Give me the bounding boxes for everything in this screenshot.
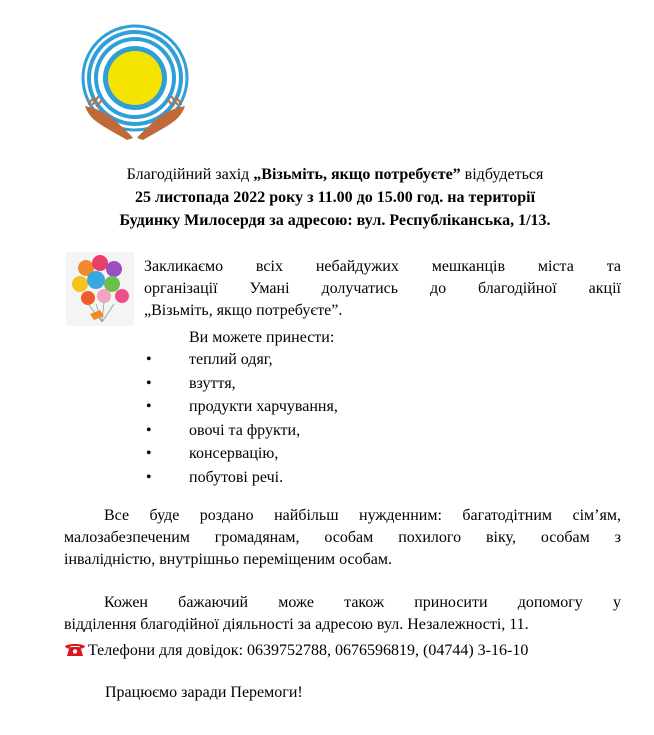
event-location: Будинку Милосердя за адресою: вул. Республіканська, 1/13. [119, 212, 551, 229]
invitation-paragraph [144, 256, 621, 322]
contact-phones [64, 640, 528, 662]
invitation-line: організації Умані долучатись до благодійної акції [144, 280, 621, 297]
bullet: • [146, 351, 152, 368]
headline-line-2 [40, 186, 630, 209]
distribution-line: Все буде роздано найбільш нужденним: багатодітним сім’ям, [104, 507, 621, 524]
list-item-text: побутові речі. [189, 468, 284, 486]
headline-line-1 [40, 163, 630, 186]
headline-prefix: Благодійний захід [126, 166, 254, 183]
help-line: Кожен бажаючий може також приносити допомогу у [104, 594, 621, 611]
bullet: • [146, 398, 152, 415]
closing-slogan: Працюємо заради Перемоги! [105, 684, 303, 701]
event-title: „Візьміть, якщо потребуєте” [253, 166, 461, 183]
bullet: • [146, 374, 152, 392]
charity-logo-icon [75, 24, 195, 144]
event-date-time: 25 листопада 2022 року з 11.00 до 15.00 год. на території [134, 189, 536, 206]
headline-suffix: відбудеться [460, 166, 544, 183]
contact-phones-text: Телефони для довідок: 0639752788, 0676596819, (04744) 3-16-10 [88, 642, 529, 659]
list-item-text: консервацію, [189, 445, 279, 462]
list-item-text: овочі та фрукти, [189, 421, 301, 439]
headline-line-3 [40, 209, 630, 232]
bullet: • [146, 468, 152, 486]
invitation-line: Закликаємо всіх небайдужих мешканців міста та [144, 258, 621, 275]
distribution-paragraph [64, 505, 621, 571]
help-line: відділення благодійної діяльності за адресою вул. Незалежності, 11. [64, 616, 529, 633]
heart-balloons-icon [66, 252, 134, 326]
distribution-line: інвалідністю, внутрішньо переміщеним особам. [64, 551, 393, 568]
telephone-icon [64, 641, 86, 657]
list-item-text: взуття, [189, 374, 236, 392]
invitation-line: „Візьміть, якщо потребуєте”. [144, 302, 343, 319]
bullet: • [146, 445, 152, 462]
help-paragraph [64, 592, 621, 636]
bring-list-title: Ви можете принести: [189, 329, 335, 346]
distribution-line: малозабезпеченим громадянам, особам похилого віку, особам з [64, 529, 621, 546]
list-item-text: теплий одяг, [189, 351, 273, 368]
event-announcement [40, 163, 630, 232]
list-item-text: продукти харчування, [189, 398, 338, 415]
bullet: • [146, 421, 152, 439]
